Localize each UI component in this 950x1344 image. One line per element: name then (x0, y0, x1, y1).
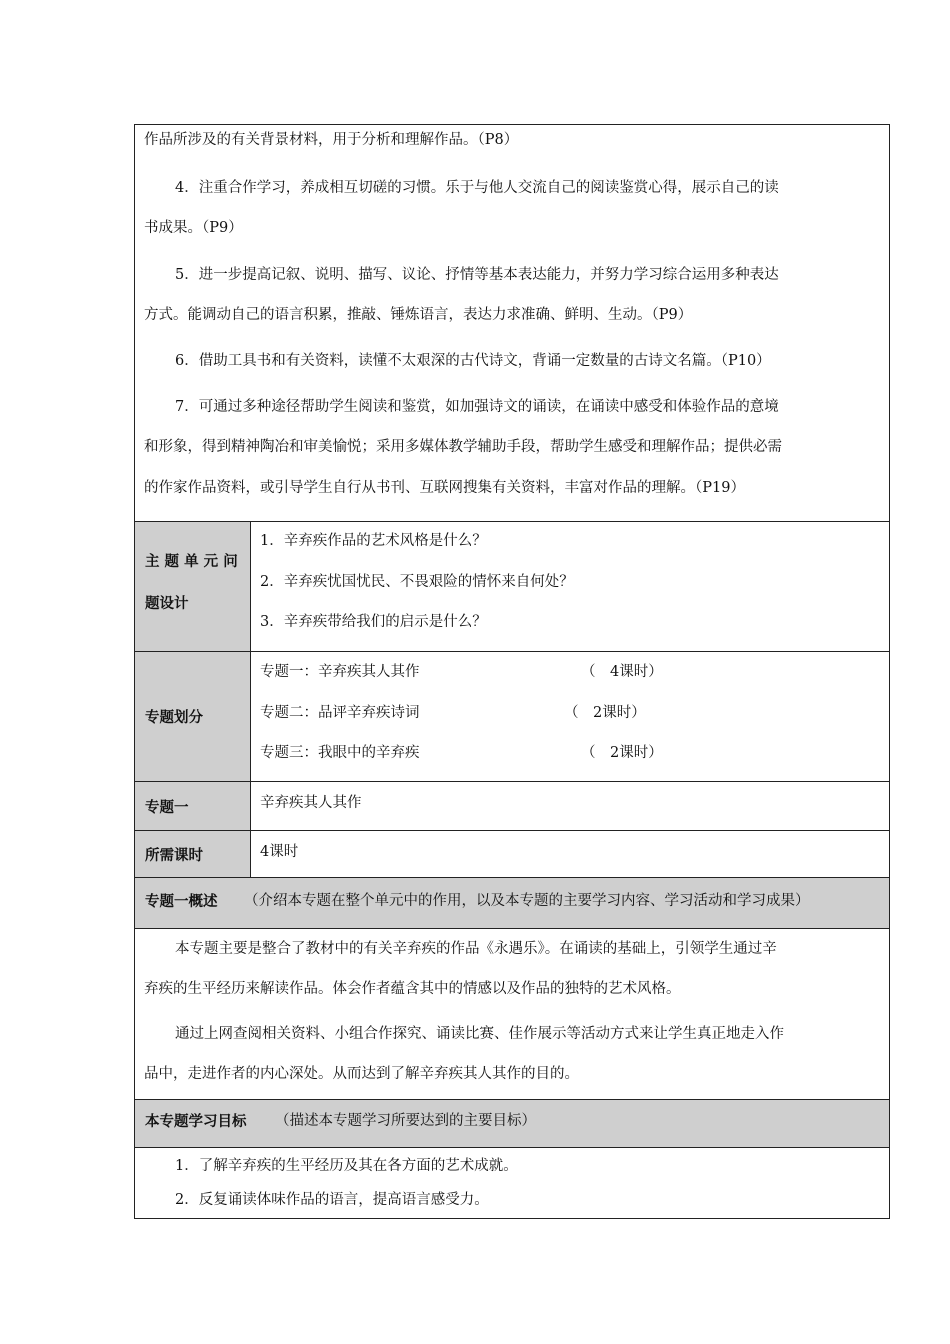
topic-one-label: 专题一 (135, 782, 251, 830)
topic-one-value-cell (251, 782, 889, 830)
topic-name: 专题二：品评辛弃疾诗词 (260, 705, 420, 721)
topic-hours: （ 2课时） (564, 705, 646, 721)
topic-hours: （ 2课时） (581, 745, 663, 761)
topic-one-value: 辛弃疾其人其作 (260, 795, 362, 811)
lesson-plan-table (134, 124, 890, 1219)
overview-line: 通过上网查阅相关资料、小组合作探究、诵读比赛、佳作展示等活动方式来让学生真正地走入作 (175, 1026, 784, 1042)
topic-division-label: 专题划分 (135, 652, 251, 781)
standards-line: 作品所涉及的有关背景材料，用于分析和理解作品。（P8） (144, 132, 519, 148)
standards-line: 7．可通过多种途径帮助学生阅读和鉴赏，如加强诗文的诵读，在诵读中感受和体验作品的意境 (175, 399, 779, 415)
question-design-row (135, 521, 889, 651)
standards-line: 4．注重合作学习，养成相互切磋的习惯。乐于与他人交流自己的阅读鉴赏心得，展示自己的读 (175, 180, 779, 196)
hours-needed-label: 所需课时 (135, 831, 251, 877)
hours-needed-value-cell (251, 831, 889, 877)
question-list (251, 522, 889, 651)
standards-line: 方式。能调动自己的语言积累，推敲、锤炼语言，表达力求准确、鲜明、生动。（P9） (144, 307, 693, 323)
topic-one-row (135, 781, 889, 830)
overview-line: 品中，走进作者的内心深处。从而达到了解辛弃疾其人其作的目的。 (144, 1066, 579, 1082)
curriculum-standards-section (135, 125, 889, 521)
goal-item: 1．了解辛弃疾的生平经历及其在各方面的艺术成就。 (175, 1158, 518, 1174)
topic-division-row (135, 651, 889, 781)
question-item: 3．辛弃疾带给我们的启示是什么？ (260, 614, 487, 630)
standards-line: 书成果。（P9） (144, 220, 243, 236)
question-item: 1．辛弃疾作品的艺术风格是什么？ (260, 533, 487, 549)
goals-label: 本专题学习目标 (145, 1114, 247, 1130)
goals-note: （描述本专题学习所要达到的主要目标） (275, 1113, 536, 1129)
overview-line: 弃疾的生平经历来解读作品。体会作者蕴含其中的情感以及作品的独特的艺术风格。 (144, 981, 681, 997)
overview-body-row (135, 928, 889, 1099)
goal-item: 2．反复诵读体味作品的语言，提高语言感受力。 (175, 1192, 489, 1208)
label-line: 题设计 (145, 596, 189, 612)
standards-line: 的作家作品资料，或引导学生自行从书刊、互联网搜集有关资料，丰富对作品的理解。（P19） (144, 480, 745, 496)
question-design-label (135, 522, 251, 651)
goals-header-row (135, 1099, 889, 1147)
question-item: 2．辛弃疾忧国忧民、不畏艰险的情怀来自何处？ (260, 574, 574, 590)
standards-line: 6．借助工具书和有关资料，读懂不太艰深的古代诗文，背诵一定数量的古诗文名篇。（P10） (175, 353, 771, 369)
topic-hours: （ 4课时） (581, 664, 663, 680)
overview-header-row (135, 877, 889, 928)
overview-line: 本专题主要是整合了教材中的有关辛弃疾的作品《永遇乐》。在诵读的基础上，引领学生通过辛 (175, 941, 777, 957)
topic-name: 专题三：我眼中的辛弃疾 (260, 745, 420, 761)
overview-note: （介绍本专题在整个单元中的作用，以及本专题的主要学习内容、学习活动和学习成果） (244, 893, 810, 909)
overview-label: 专题一概述 (145, 894, 218, 910)
hours-needed-value: 4课时 (260, 844, 299, 860)
topic-name: 专题一：辛弃疾其人其作 (260, 664, 420, 680)
label-line: 主 题 单 元 问 (145, 554, 238, 570)
hours-needed-row (135, 830, 889, 877)
standards-line: 5．进一步提高记叙、说明、描写、议论、抒情等基本表达能力，并努力学习综合运用多种表达 (175, 267, 779, 283)
standards-line: 和形象，得到精神陶冶和审美愉悦；采用多媒体教学辅助手段，帮助学生感受和理解作品；提供必需 (144, 439, 782, 455)
goals-body-row (135, 1147, 889, 1218)
topic-list (251, 652, 889, 781)
